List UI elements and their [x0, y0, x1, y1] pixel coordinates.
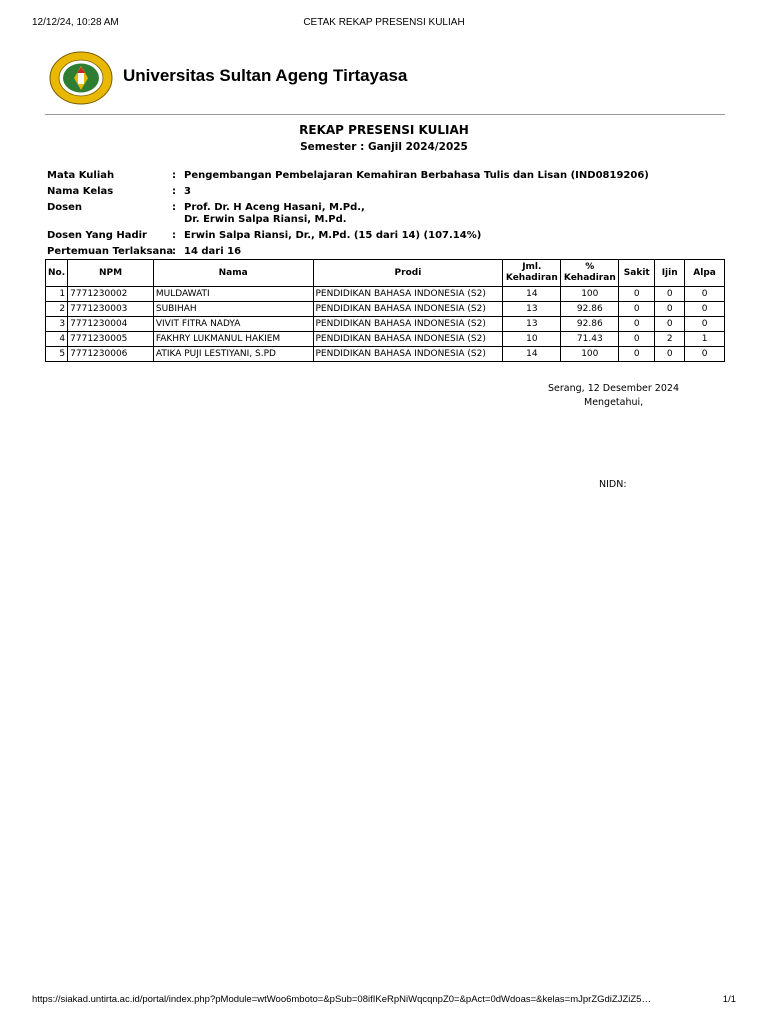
cell-nama: FAKHRY LUKMANUL HAKIEM	[153, 332, 313, 347]
print-timestamp: 12/12/24, 10:28 AM	[32, 17, 119, 28]
col-header-npm: NPM	[68, 260, 154, 287]
header-divider	[45, 114, 725, 115]
info-value: 14 dari 16	[184, 246, 242, 257]
col-header-ijin: Ijin	[655, 260, 685, 287]
col-header-line: Jml.	[522, 262, 542, 272]
cell-sakit: 0	[619, 332, 655, 347]
cell-pct-kehadiran: 100	[561, 347, 619, 362]
col-header-line: Kehadiran	[563, 273, 616, 283]
cell-no: 2	[46, 302, 68, 317]
cell-npm: 7771230003	[68, 302, 154, 317]
info-colon: :	[172, 230, 176, 241]
info-value	[184, 202, 365, 226]
col-header-sakit: Sakit	[619, 260, 655, 287]
col-header-line: Kehadiran	[505, 273, 558, 283]
cell-sakit: 0	[619, 317, 655, 332]
cell-prodi: PENDIDIKAN BAHASA INDONESIA (S2)	[313, 347, 503, 362]
table-row	[46, 287, 725, 302]
info-label: Dosen Yang Hadir	[47, 230, 147, 241]
table-row	[46, 317, 725, 332]
info-colon: :	[172, 246, 176, 257]
cell-no: 1	[46, 287, 68, 302]
table-row	[46, 332, 725, 347]
info-value: Erwin Salpa Riansi, Dr., M.Pd. (15 dari 14) (107.14%)	[184, 230, 482, 241]
info-label: Dosen	[47, 202, 83, 213]
footer-url: https://siakad.untirta.ac.id/portal/index.php?pModule=wtWoo6mboto=&pSub=08ifIKeRpNiWqcqnpZ0=&pAct=0dWdoas=&kelas=mJprZGdiZJZiZ5…	[32, 994, 651, 1005]
col-header-pct-kehadiran	[561, 260, 619, 287]
info-colon: :	[172, 202, 176, 213]
cell-sakit: 0	[619, 302, 655, 317]
report-title: REKAP PRESENSI KULIAH	[299, 123, 469, 137]
cell-prodi: PENDIDIKAN BAHASA INDONESIA (S2)	[313, 332, 503, 347]
cell-npm: 7771230004	[68, 317, 154, 332]
print-page-title: CETAK REKAP PRESENSI KULIAH	[303, 17, 465, 28]
cell-jml-kehadiran: 14	[503, 347, 561, 362]
cell-no: 5	[46, 347, 68, 362]
signature-acknowledged: Mengetahui,	[584, 397, 644, 408]
cell-jml-kehadiran: 10	[503, 332, 561, 347]
university-name: Universitas Sultan Ageng Tirtayasa	[123, 66, 408, 85]
cell-ijin: 0	[655, 302, 685, 317]
report-semester: Semester : Ganjil 2024/2025	[300, 141, 468, 153]
col-header-jml-kehadiran	[503, 260, 561, 287]
cell-pct-kehadiran: 71.43	[561, 332, 619, 347]
cell-sakit: 0	[619, 287, 655, 302]
print-header	[32, 17, 736, 31]
info-value: Pengembangan Pembelajaran Kemahiran Berbahasa Tulis dan Lisan (IND0819206)	[184, 170, 649, 181]
cell-no: 3	[46, 317, 68, 332]
cell-alpa: 0	[685, 317, 725, 332]
footer-page-number: 1/1	[722, 994, 736, 1005]
col-header-no: No.	[46, 260, 68, 287]
university-logo	[48, 50, 114, 106]
cell-pct-kehadiran: 100	[561, 287, 619, 302]
cell-nama: SUBIHAH	[153, 302, 313, 317]
cell-ijin: 0	[655, 317, 685, 332]
info-label: Pertemuan Terlaksana	[47, 246, 174, 257]
cell-npm: 7771230005	[68, 332, 154, 347]
cell-sakit: 0	[619, 347, 655, 362]
cell-alpa: 0	[685, 347, 725, 362]
cell-ijin: 2	[655, 332, 685, 347]
cell-jml-kehadiran: 13	[503, 317, 561, 332]
cell-npm: 7771230006	[68, 347, 154, 362]
cell-alpa: 0	[685, 302, 725, 317]
col-header-line: %	[585, 262, 595, 272]
info-colon: :	[172, 170, 176, 181]
cell-prodi: PENDIDIKAN BAHASA INDONESIA (S2)	[313, 317, 503, 332]
col-header-nama: Nama	[153, 260, 313, 287]
cell-prodi: PENDIDIKAN BAHASA INDONESIA (S2)	[313, 302, 503, 317]
signature-nidn: NIDN:	[599, 479, 627, 490]
cell-npm: 7771230002	[68, 287, 154, 302]
info-label: Nama Kelas	[47, 186, 114, 197]
cell-nama: MULDAWATI	[153, 287, 313, 302]
info-value-line: Prof. Dr. H Aceng Hasani, M.Pd.,	[184, 202, 365, 213]
table-header-row	[46, 260, 725, 287]
cell-pct-kehadiran: 92.86	[561, 302, 619, 317]
cell-prodi: PENDIDIKAN BAHASA INDONESIA (S2)	[313, 287, 503, 302]
cell-nama: VIVIT FITRA NADYA	[153, 317, 313, 332]
info-colon: :	[172, 186, 176, 197]
attendance-table	[45, 259, 725, 362]
col-header-alpa: Alpa	[685, 260, 725, 287]
table-row	[46, 302, 725, 317]
cell-alpa: 1	[685, 332, 725, 347]
info-value-line: Dr. Erwin Salpa Riansi, M.Pd.	[184, 214, 347, 225]
cell-ijin: 0	[655, 347, 685, 362]
cell-ijin: 0	[655, 287, 685, 302]
table-row	[46, 347, 725, 362]
cell-alpa: 0	[685, 287, 725, 302]
cell-nama: ATIKA PUJI LESTIYANI, S.PD	[153, 347, 313, 362]
cell-jml-kehadiran: 14	[503, 287, 561, 302]
info-label: Mata Kuliah	[47, 170, 115, 181]
signature-place-date: Serang, 12 Desember 2024	[548, 383, 679, 394]
cell-jml-kehadiran: 13	[503, 302, 561, 317]
cell-no: 4	[46, 332, 68, 347]
col-header-prodi: Prodi	[313, 260, 503, 287]
info-value: 3	[184, 186, 191, 197]
cell-pct-kehadiran: 92.86	[561, 317, 619, 332]
